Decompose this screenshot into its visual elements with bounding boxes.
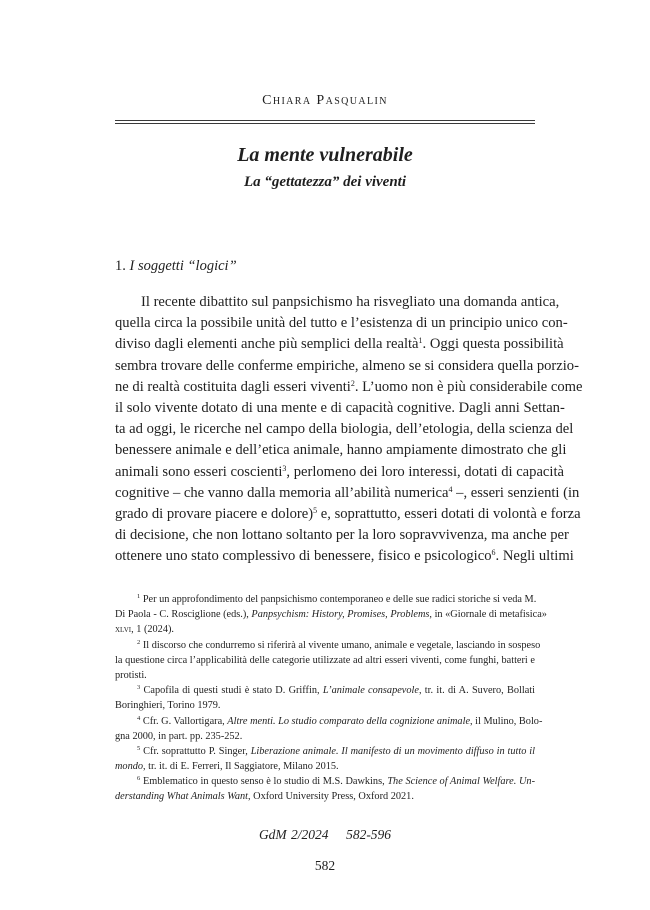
body-line: ne di realtà costituita dagli esseri viventi$^2$. L’uomo non è più considerabile come — [115, 378, 583, 395]
footnote-number: 2 — [137, 638, 141, 646]
section-title: I soggetti “logici” — [129, 258, 237, 274]
journal-issue: GdM 2/2024 — [258, 827, 329, 842]
note-ref[interactable]: 1 — [418, 336, 423, 346]
section-heading — [115, 258, 237, 275]
body-line: sembra trovare delle conferme empiriche, almeno se si considera quella porzio- — [115, 357, 579, 374]
footnote-2-line: la questione circa l’applicabilità delle categorie utilizzate ad altri esseri viventi, come funghi, batteri e — [115, 654, 535, 666]
footnotes — [115, 592, 547, 805]
header-rule-top — [115, 120, 535, 121]
body-line: di decisione, che non lottano soltanto per la loro sopravvivenza, ma anche per — [115, 527, 569, 544]
footnote-6: $^6$ Emblematico in questo senso è lo studio di M.S. Dawkins, The Science of Animal Welfare. Un- — [137, 775, 536, 788]
section-number: 1. — [115, 258, 126, 274]
body-line: grado di provare piacere e dolore)$^5$ e, soprattutto, esseri dotati di volontà e forza — [115, 505, 581, 522]
footnote-number: 1 — [137, 593, 141, 600]
footnote-1-line: xlvi, 1 (2024). — [115, 624, 174, 636]
footnote-number: 6 — [137, 775, 141, 783]
footnote-6-line: derstanding What Animals Want, Oxford University Press, Oxford 2021. — [115, 791, 414, 803]
body-line: diviso dagli elementi anche più semplici della realtà$^1$. Oggi questa possibilità — [115, 336, 564, 353]
journal-pages: 582-596 — [346, 827, 392, 842]
footnote-5-line: mondo, tr. it. di E. Ferreri, Il Saggiatore, Milano 2015. — [115, 761, 339, 773]
body-line: animali sono esseri coscienti$^3$, perlomeno dei loro interessi, dotati di capacità — [115, 463, 564, 480]
body-line: il solo vivente dotato di una mente e di capacità cognitive. Dagli anni Settan- — [115, 399, 565, 416]
footnote-1: $^1$ Per un approfondimento del panpsichismo contemporaneo e delle sue radici storiche si veda M. — [137, 593, 537, 605]
article-title: La mente vulnerabile — [237, 144, 413, 166]
footnote-3-line: Boringhieri, Torino 1979. — [115, 700, 221, 712]
body-line: ottenere uno stato complessivo di benessere, fisico e psicologico$^6$. Negli ultimi — [115, 548, 574, 565]
journal-citation — [115, 827, 535, 843]
note-ref[interactable]: 3 — [282, 463, 287, 473]
header-rule-bottom — [115, 123, 535, 124]
article-subtitle: La “gettatezza” dei viventi — [243, 174, 407, 190]
body-line: quella circa la possibile unità del tutto e l’esistenza di un principio unico con- — [115, 315, 568, 332]
footnote-number: 3 — [137, 684, 141, 692]
page-number: 582 — [314, 858, 336, 873]
body-line: ta ad oggi, le ricerche nel campo della biologia, dell’etologia, della scienza del — [115, 421, 574, 438]
note-ref[interactable]: 6 — [491, 548, 496, 558]
note-ref[interactable]: 4 — [448, 484, 453, 494]
note-ref[interactable]: 2 — [350, 378, 355, 388]
footnote-2-line: protisti. — [115, 669, 147, 681]
footnote-number: 5 — [137, 744, 141, 752]
note-ref[interactable]: 5 — [313, 505, 318, 515]
footnote-number: 4 — [137, 714, 141, 722]
body-line: Il recente dibattito sul panpsichismo ha risvegliato una domanda antica, — [141, 294, 560, 310]
footnote-5: $^5$ Cfr. soprattutto P. Singer, Liberazione animale. Il manifesto di un movimento diffuso in tutto il — [137, 744, 535, 757]
footnote-2: $^2$ Il discorso che condurremo si riferirà al vivente umano, animale e vegetale, lasciando in sospeso — [137, 638, 541, 651]
body-line: benessere animale e dell’etica animale, hanno ampiamente dimostrato che gli — [115, 442, 567, 459]
footnote-3: $^3$ Capofila di questi studi è stato D. Griffin, L’animale consapevole, tr. it. di A. Suvero, Bollati — [137, 684, 535, 697]
footnote-1-line: Di Paola - C. Rosciglione (eds.), Panpsychism: History, Promises, Problems, in «Giornale di metafisica» — [115, 609, 547, 621]
footnote-4: $^4$ Cfr. G. Vallortigara, Altre menti. Lo studio comparato della cognizione animale, il Mulino, Bolo- — [137, 714, 543, 727]
running-head-author: Chiara Pasqualin — [262, 93, 388, 108]
body-line: cognitive – che vanno dalla memoria all’abilità numerica$^4$ –, esseri senzienti (in — [115, 484, 580, 501]
footnote-4-line: gna 2000, in part. pp. 235-252. — [115, 730, 243, 742]
body-text — [115, 292, 583, 567]
